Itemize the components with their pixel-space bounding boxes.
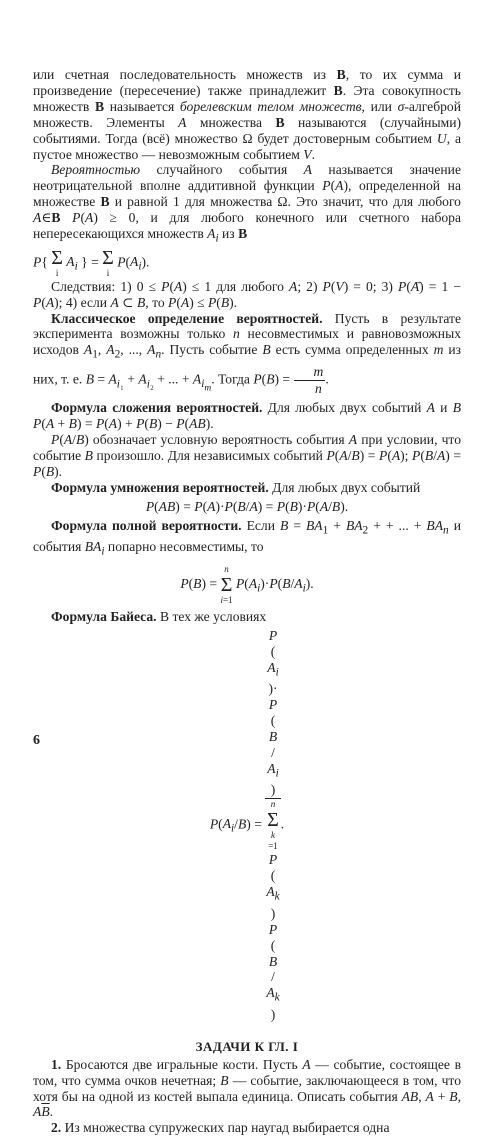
task-2: 2. Из множества супружеских пар наугад выбирается одна — [51, 1120, 390, 1136]
section-heading: ЗАДАЧИ К ГЛ. I — [195, 1038, 299, 1054]
formula-bayes: $P(A_i/B)$ = P ( $A_i$ )· P ( B / $A_i$ ) n Σ k =1 P ( $A_k$ ) P ( B / $A_k$ ) . — [209, 627, 285, 1022]
paragraph-bayes: Формула Байеса. В тех же условиях — [51, 608, 267, 624]
paragraph-multiplication: Формула умножения вероятностей. Для любых двух событий — [51, 479, 421, 495]
formula-total: P(B) = n Σ i=1 $P(A_i)\cdot P(B/A_i)$. — [180, 563, 314, 605]
paragraph-conditional: P(A/B) обозначает условную вероятность события A при условии, что событие B произошло. Для независимых событий P(A/B) = P(A); P(B/A) = P(B). — [33, 432, 462, 479]
paragraph-addition: Формула сложения вероятностей. Для любых двух событий A и B P(A + B) = P(A) + P(B) − P(AB). — [33, 400, 461, 432]
paragraph-total: Формула полной вероятности. Если $B = BA_1 + BA_2$ + + ... + $BA_n$ и события $BA_i$ попарно несовместимы, то — [33, 517, 461, 559]
formula-additivity: P{ Σ i $A_i$ } = Σ i $P(A_i)$. — [33, 246, 150, 278]
paragraph-classical: Классическое определение вероятностей. Пусть в результате эксперимента возможны только n несовместимых и равновозможных исходов $A_1$, $A_2$, ..., $A_n$. Пусть событие B есть сумма определенных m из них, т. е. $B = A_{i_1} + A_{i_2}$ + ... + $A_{i_m}$. Тогда P(B) = $\frac{m}{n}$ . — [33, 310, 462, 396]
page-number: 6 — [33, 733, 40, 748]
paragraph-corollaries: Следствия: 1) 0 ≤ P(A) ≤ 1 для любого A; 2) P(V) = 0; 3) P(Ā) = 1 − P(A); 4) если A ⊂ B, то P(A) ≤ P(B). — [33, 278, 461, 310]
paragraph-borel: или счетная последовательность множеств из B, то их сумма и произведение (пересечение) также принадлежит B. Эта совокупность множеств B называется борелевским телом множеств, или σ-алгеброй множеств. Элементы A множества B называются (случайными) событиями. Тогда (всё) множество Ω будет достоверным событием U, а пустое множество — невозможным событием V. — [33, 67, 461, 162]
formula-multiplication: P(AB) = P(A)·P(B/A) = P(B)·P(A/B). — [145, 498, 349, 514]
paragraph-probability-definition: Вероятностью случайного события A называется значение неотрицательной вполне аддитивной функции P(A), определенной на множестве B и равной 1 для множества Ω. Это значит, что для любого A∈B P(A) ≥ 0, и для любого конечного или счетного набора непересекающихся множеств $A_i$ из B — [33, 162, 461, 245]
text-column — [33, 67, 461, 1136]
task-1: 1. Бросаются две игральные кости. Пусть A — событие, состоящее в том, что сумма очков нечетная; B — событие, заключающееся в том, что хотя бы на одной из костей выпала единица. Описать события AB, A + B, $A\overline{B}$. — [33, 1056, 462, 1120]
